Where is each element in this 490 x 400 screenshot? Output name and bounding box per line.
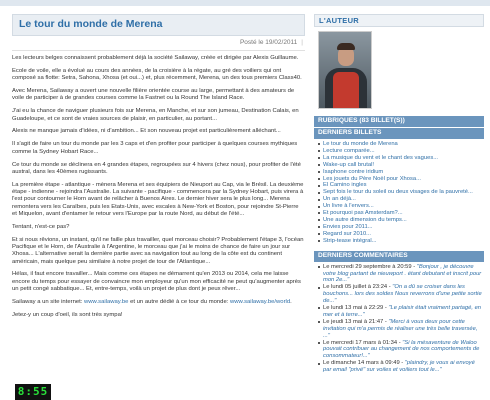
billet-link[interactable]: Strip-tease intégral... xyxy=(317,238,482,245)
billet-link[interactable]: Un an déjà... xyxy=(317,196,482,203)
post-paragraph: Tentant, n'est-ce pas? xyxy=(12,223,70,230)
derniers-billets-list xyxy=(314,139,484,245)
billet-link[interactable]: Envies pour 2011... xyxy=(317,224,482,231)
rubriques-link[interactable]: RUBRIQUES (83 BILLET(S)) xyxy=(314,116,484,127)
comment-date: Le mercredi 29 septembre à 20:59 - xyxy=(323,263,417,270)
sailaway-world-link[interactable]: www.sailaway.be/world xyxy=(230,298,291,305)
comment-quote[interactable]: "On a dû se croiser dans les bouchons... lors des soldes Nous reverrons d'une petite sortie de..." xyxy=(323,284,482,305)
comment-quote[interactable]: "Le plaisir était vraiment partagé, en mer et à terre..." xyxy=(323,305,482,318)
billet-link[interactable]: La musique du vent et le chant des vagues... xyxy=(317,155,482,162)
comment-item[interactable] xyxy=(317,264,482,285)
billet-link[interactable]: Isaphone contre iridium xyxy=(317,169,482,176)
post-paragraph: J'ai eu la chance de naviguer plusieurs fois sur Merena, en Manche, et sur son jumeau, Destination Calais, en Guadeloupe, et ce sont de vraies sources de plaisir, en particulier, au portant... xyxy=(12,108,299,122)
post-links-paragraph xyxy=(12,299,305,306)
digital-clock-widget: 8:55 xyxy=(15,384,51,400)
post-date: Posté le 19/02/2011 xyxy=(239,39,298,46)
billet-link[interactable]: Et pourquoi pas Amsterdam?... xyxy=(317,210,482,217)
derniers-commentaires-heading: DERNIERS COMMENTAIRES xyxy=(314,251,484,262)
post-paragraph: Il s'agit de faire un tour du monde par les 3 caps et d'en profiter pour participer à quelques courses mythiques comme la Sydney Hobart Race... xyxy=(12,141,298,155)
billet-link[interactable]: Regard sur 2010... xyxy=(317,231,482,238)
post-paragraph: Alexis ne manque jamais d'idées, ni d'ambition... Et son nouveau projet est particulièrement alléchant... xyxy=(12,128,281,135)
post-paragraph: La première étape - atlantique - mènera Merena et ses équipiers de Nieuport au Cap, via le Brésil. La deuxième étape - indienne - rejoindra l'Australie. La suivante - pacifique - commencera par la Sydney Hobart, puis virera à l'est pour contourner le Horn avant de relâcher à Buenos Aires. Le dernier hiver sera le plus long... Merena remontera vers les Caraïbes, puis les Etats-Unis, avec escales à New-York et Boston, pour rejoindre St-Pierre et Miquelon, avant d'entamer le retour vers l'Europe par la route Nord, au début de l'été... xyxy=(12,181,304,217)
sidebar xyxy=(314,14,484,400)
billet-link[interactable]: Le tour du monde de Merena xyxy=(317,141,482,148)
links-middle: et un autre dédié à ce tour du monde: xyxy=(128,298,230,305)
author-photo[interactable] xyxy=(318,31,372,109)
post-paragraph: Jetez-y un coup d'oeil, ils sont très sympa! xyxy=(12,311,123,318)
billet-link[interactable]: El Camino ingles xyxy=(317,182,482,189)
comment-date: Le lundi 13 mai à 22:29 - xyxy=(323,305,389,312)
comment-item[interactable] xyxy=(317,319,482,340)
derniers-commentaires-list xyxy=(314,262,484,375)
post-paragraph: Les lecteurs belges connaissent probablement déjà la société Sailaway, créée et dirigée par Alexis Guillaume. xyxy=(12,55,299,61)
post-paragraph: Avec Merena, Sailaway a ouvert une nouvelle filière orientée course au large, permettant à des amateurs de voile de participer à de grandes courses comme la Fastnet ou la Round The Island Race. xyxy=(12,88,295,102)
links-prefix: Sailaway a un site internet: xyxy=(12,298,85,305)
comment-item[interactable] xyxy=(317,284,482,305)
post-paragraph: Ecole de voile, elle a évolué au cours des années, de la croisière à la régate, au gré des voiliers qui ont composé sa flotte: Setra, Sahona, Xhosa (et oui...) et, plus récemment, Merena, un des tous premiers Class40. xyxy=(12,67,302,82)
comment-item[interactable] xyxy=(317,340,482,361)
billet-link[interactable]: Lecture comparée... xyxy=(317,148,482,155)
author-heading: L'AUTEUR xyxy=(314,14,484,27)
billet-link[interactable]: Wake-up call brutal! xyxy=(317,162,482,169)
comment-quote[interactable]: "Si la mésaventure de Waloo pouvait contribuer au changement de nos comportements de consommateur!..." xyxy=(323,339,480,360)
comment-date: Le dimanche 14 mars à 09:49 - xyxy=(323,360,405,367)
comment-item[interactable] xyxy=(317,360,482,374)
links-suffix: . xyxy=(290,298,292,305)
comment-item[interactable] xyxy=(317,305,482,319)
comment-date: Le lundi 05 juillet à 23:24 - xyxy=(323,284,393,291)
post-body xyxy=(12,55,305,319)
comment-quote[interactable]: "Bonjour , je découvre votre blog partant de nieuwport . étant debutant et inscrit pour mon 2e..." xyxy=(323,263,482,284)
comment-date: Le mercredi 17 mars à 01:34 - xyxy=(323,339,403,346)
sailaway-link[interactable]: www.sailaway.be xyxy=(84,298,129,305)
billet-link[interactable]: Sept fois le tour du soleil ou deux visages de la pauvreté... xyxy=(317,189,482,196)
post-meta-separator: | xyxy=(301,39,303,46)
post-paragraph: Ce tour du monde se déclinera en 4 grandes étapes, regroupées sur 4 hivers (chez nous), pour profiter de l'été austral, dans les 40èmes rugissants. xyxy=(12,161,301,175)
post-title[interactable]: Le tour du monde de Merena xyxy=(12,14,305,36)
derniers-billets-heading: DERNIERS BILLETS xyxy=(314,128,484,139)
author-photo-wrap xyxy=(314,27,484,115)
billet-link[interactable]: Une autre dimension du temps... xyxy=(317,217,482,224)
post-paragraph: Hélas, il faut encore travailler... Mais comme ces étapes ne démarrent qu'en 2013 ou 2014, cela me laisse encore du temps pour essayer de convaincre mon employeur qu'un mon efficacité ne peut qu'augmenter après un petit congé sabbatique... Et, entre-temps, voilà un projet de plus dont je peux rêver... xyxy=(12,271,301,293)
post-meta xyxy=(12,36,305,51)
billet-link[interactable]: Un livre à l'envers... xyxy=(317,203,482,210)
comment-quote[interactable]: "plaindry, je vous ai envoyé par email "privé" sur voiles et voiliers tout le..." xyxy=(323,360,475,374)
comment-quote[interactable]: "Merci à vous deux pour cette invitation qui m'a permis de réaliser une très belle traversée, ..." xyxy=(323,318,478,339)
billet-link[interactable]: Les jouets du Père Noël pour Xhosa... xyxy=(317,176,482,183)
top-bar xyxy=(0,0,490,6)
post-paragraph: Et si nous rêvions, un instant, qu'il ne faille plus travailler, quel morceau choisir? Probablement l'étape 3, l'océan Pacifique et le Horn, de l'Australie à l'Argentine, le morceau que j'ai le moins de chance de faire un jour sur Xhosa... L'alternative serait la dernière partie avec sa navigation tout au long de la côte est du continent américain, mais quelque peu similaire à notre projet de tour de l'Atlantique... xyxy=(12,236,304,265)
main-content xyxy=(12,14,305,400)
comment-date: Le jeudi 13 mai à 21:47 - xyxy=(323,318,389,325)
